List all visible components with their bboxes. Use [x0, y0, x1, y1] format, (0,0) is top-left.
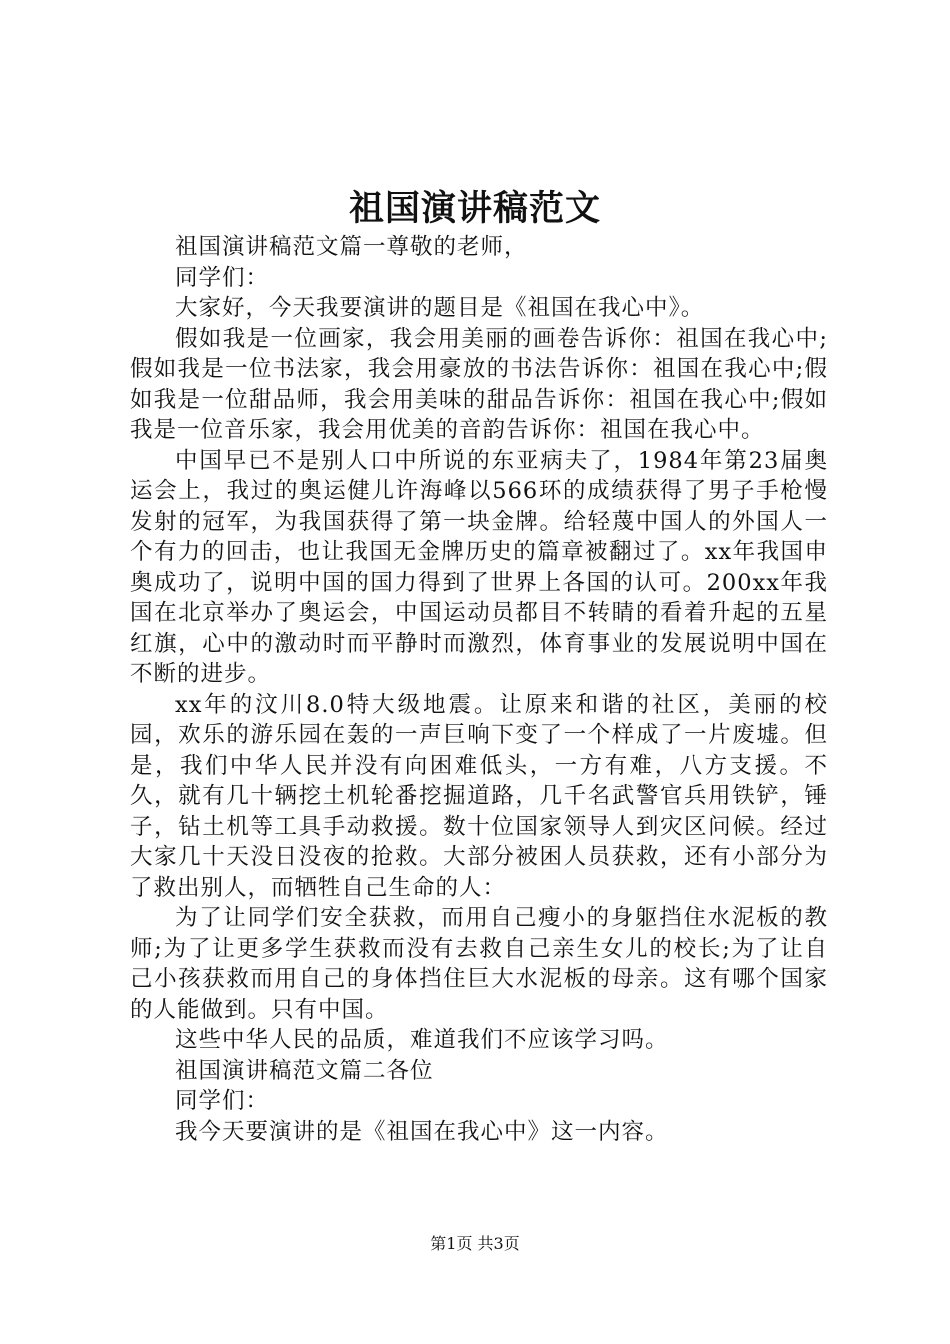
paragraph-addressee: 同学们：	[175, 264, 270, 291]
paragraph-greeting: 大家好，今天我要演讲的题目是《祖国在我心中》。	[175, 295, 705, 321]
paragraph-addressee: 同学们：	[175, 1088, 270, 1114]
document-body	[130, 232, 828, 1147]
paragraph-body: 中国早已不是别人口中所说的东亚病夫了，1984年第23届奥运会上，我过的奥运健儿许海峰以566环的成绩获得了男子手枪慢发射的冠军，为我国获得了第一块金牌。给轻蔑中国人的外国人一个有力的回击，也让我国无金牌历史的篇章被翻过了。xx年我国申奥成功了，说明中国的国力得到了世界上各国的认可。200xx年我国在北京举办了奥运会，中国运动员都目不转睛的看着升起的五星红旗，心中的激动时而平静时而激烈，体育事业的发展说明中国在不断的进步。	[130, 447, 828, 687]
paragraph-body: xx年的汶川8.0特大级地震。让原来和谐的社区，美丽的校园，欢乐的游乐园在轰的一声巨响下变了一个样成了一片废墟。但是，我们中华人民并没有向困难低头，一方有难，八方支援。不久，就有几十辆挖土机轮番挖掘道路，几千名武警官兵用铁铲，锤子，钻土机等工具手动救援。数十位国家领导人到灾区问候。经过大家几十天没日没夜的抢救。大部分被困人员获救，还有小部分为了救出别人，而牺牲自己生命的人：	[130, 691, 828, 901]
paragraph-body: 我今天要演讲的是《祖国在我心中》这一内容。	[175, 1118, 669, 1145]
paragraph-body: 这些中华人民的品质，难道我们不应该学习吗。	[175, 1027, 669, 1053]
page-number-footer: 第1页 共3页	[430, 1234, 520, 1253]
paragraph-salutation: 祖国演讲稿范文篇一尊敬的老师，	[175, 234, 528, 260]
paragraph-body: 为了让同学们安全获救，而用自己瘦小的身躯挡住水泥板的教师;为了让更多学生获救而没有去救自己亲生女儿的校长;为了让自己小孩获救而用自己的身体挡住巨大水泥板的母亲。这有哪个国家的人能做到。只有中国。	[130, 905, 828, 1023]
paragraph-section-heading: 祖国演讲稿范文篇二各位	[175, 1057, 434, 1084]
document-title: 祖国演讲稿范文	[348, 188, 601, 229]
paragraph-body: 假如我是一位画家，我会用美丽的画卷告诉你：祖国在我心中;假如我是一位书法家，我会用豪放的书法告诉你：祖国在我心中;假如我是一位甜品师，我会用美味的甜品告诉你：祖国在我心中;假如我是一位音乐家，我会用优美的音韵告诉你：祖国在我心中。	[130, 325, 828, 443]
